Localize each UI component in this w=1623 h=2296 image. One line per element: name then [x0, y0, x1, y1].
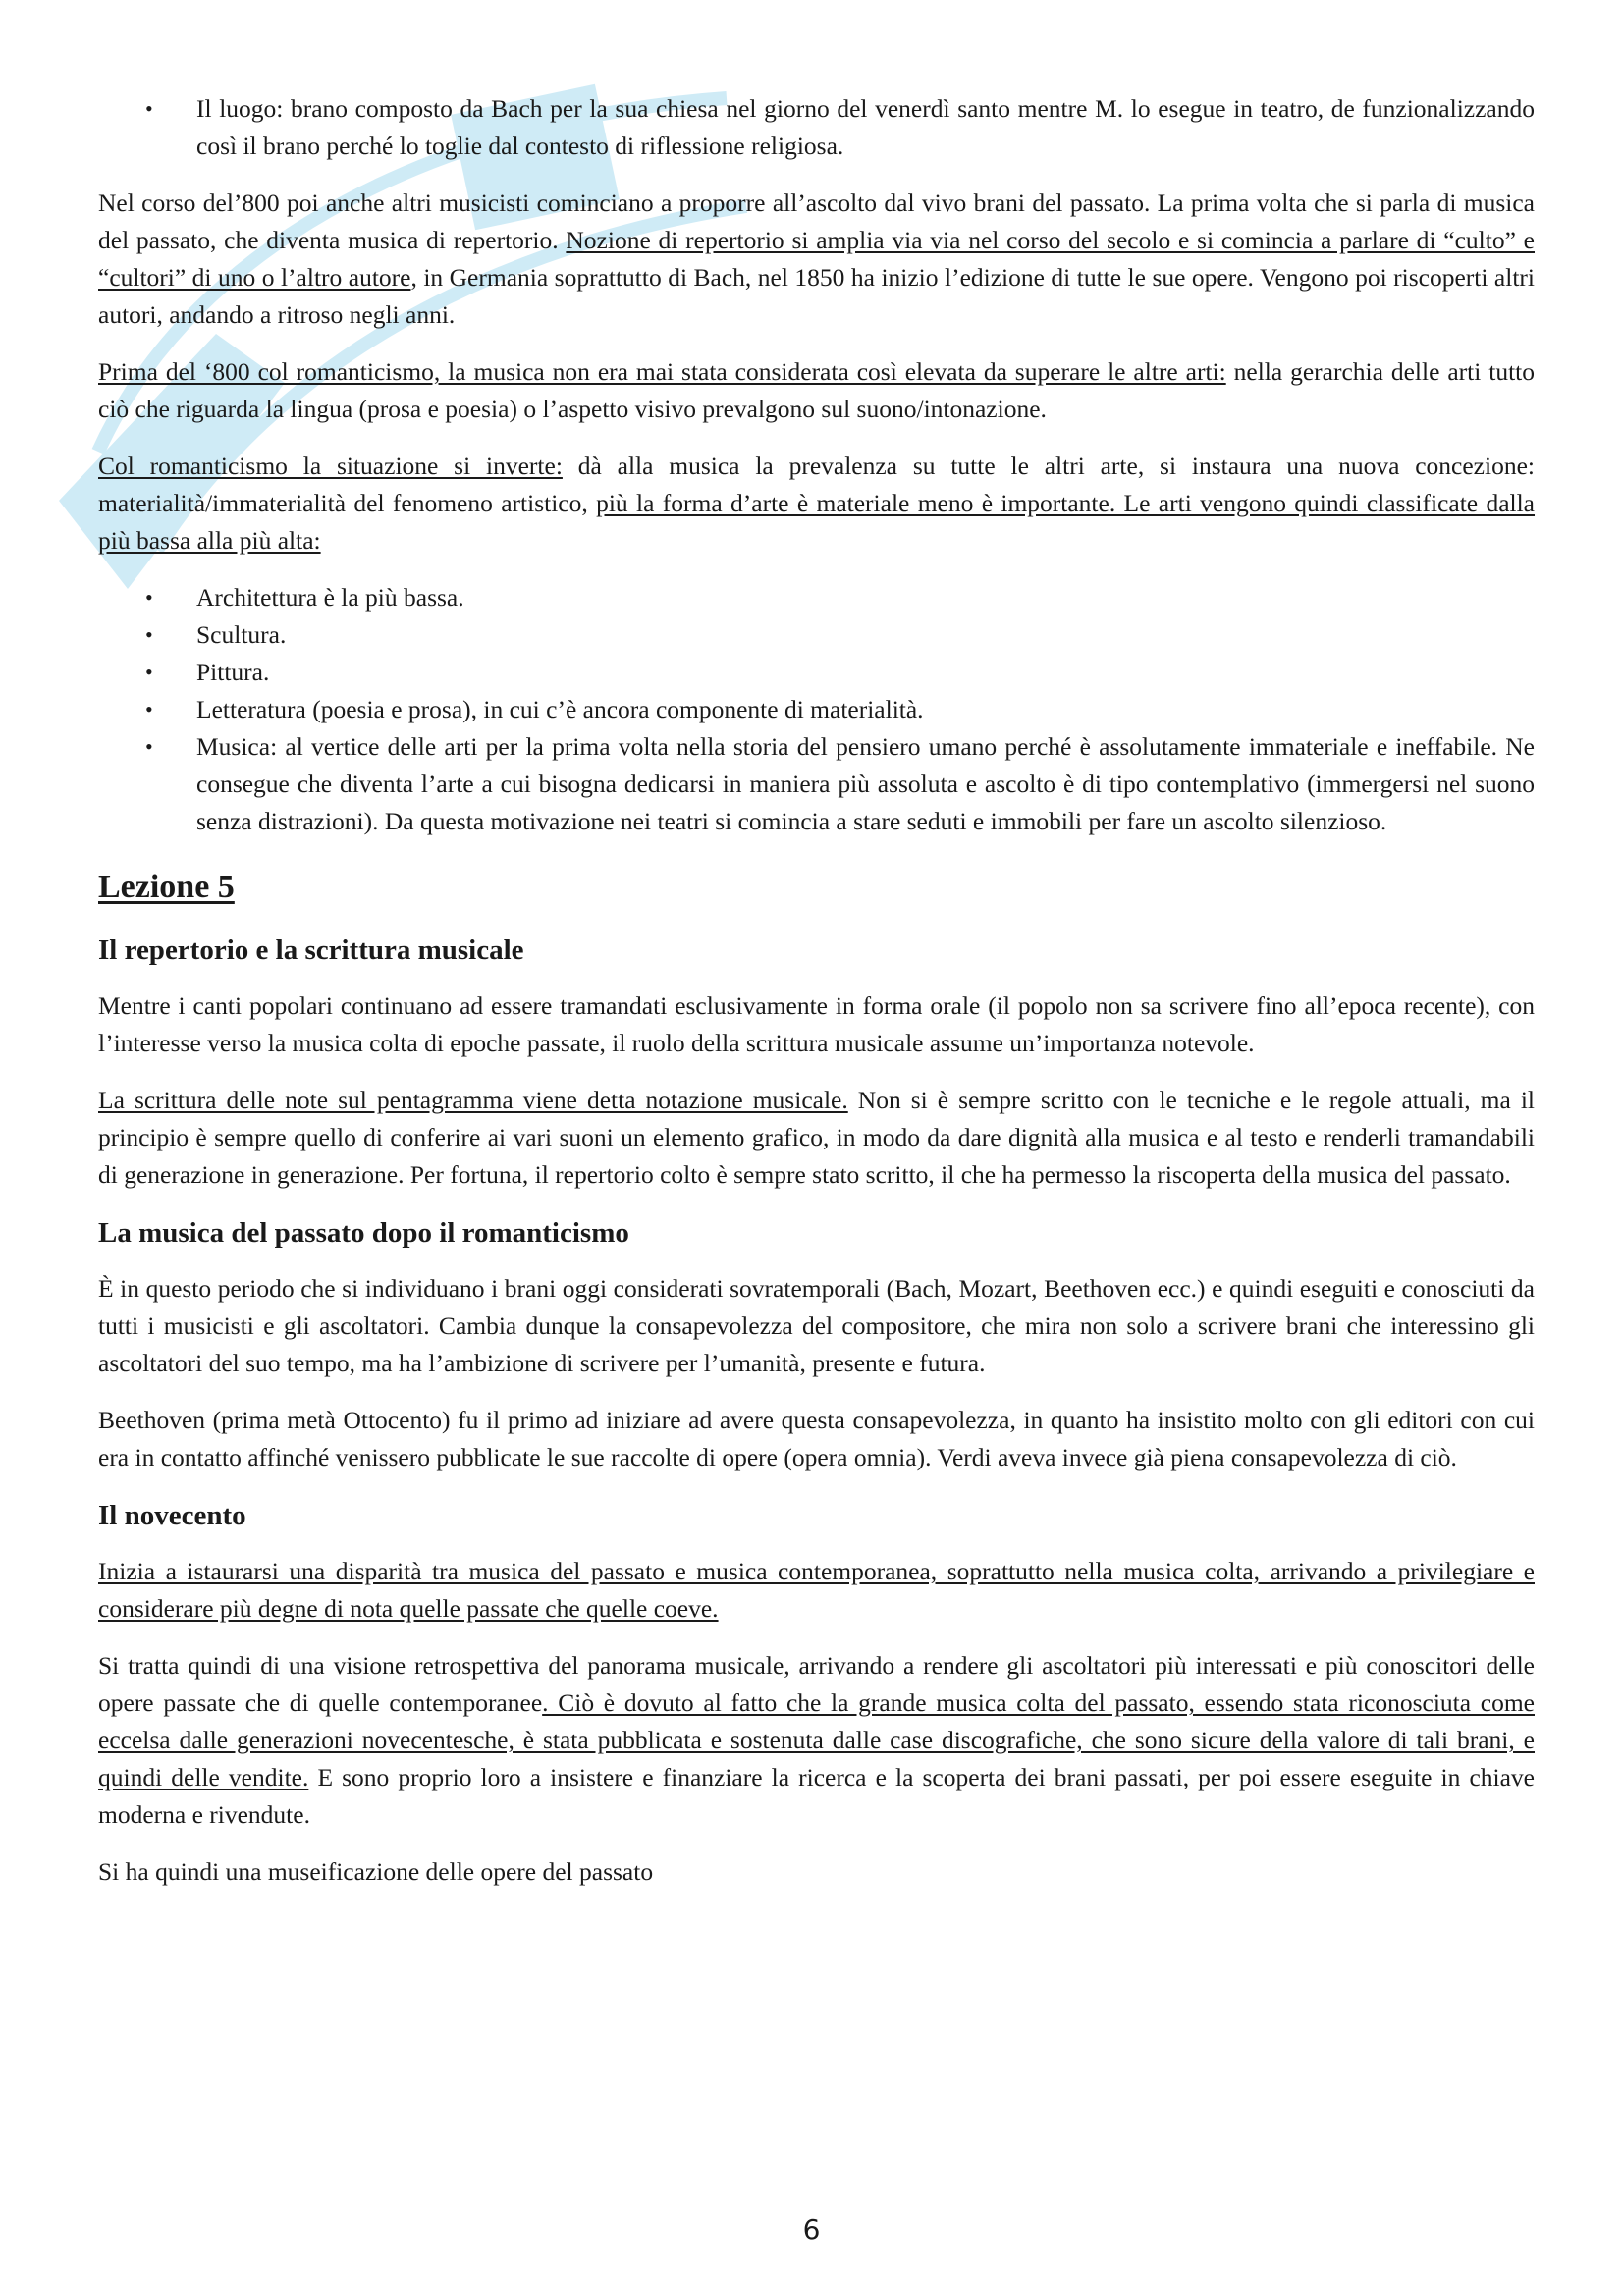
- list-item-text: Architettura è la più bassa.: [196, 583, 464, 612]
- paragraph: [98, 448, 1535, 560]
- underlined-text: Prima del ‘800 col romanticismo, la musica non era mai stata considerata così elevata da superare le altre arti:: [98, 357, 1226, 386]
- page-number: 6: [802, 2214, 821, 2246]
- underlined-text: Nozione di repertorio si amplia via via nel corso del secolo e si comincia a parlare di “culto” e “cultori” di uno o l’altro autore: [98, 226, 1535, 292]
- list-item: [98, 90, 1535, 165]
- paragraph: [98, 1082, 1535, 1194]
- bullet-icon: •: [145, 697, 153, 721]
- underlined-text: La scrittura delle note sul pentagramma viene detta notazione musicale.: [98, 1086, 848, 1114]
- bullet-icon: •: [145, 734, 153, 759]
- list-item-text: Letteratura (poesia e prosa), in cui c’è ancora componente di materialità.: [196, 695, 924, 723]
- document-page: [98, 90, 1535, 1910]
- section-title: Il novecento: [98, 1500, 246, 1531]
- section-title: La musica del passato dopo il romanticismo: [98, 1217, 629, 1249]
- bullet-icon: •: [145, 96, 153, 121]
- list-item-text: Scultura.: [196, 620, 287, 649]
- list-item: [98, 616, 1535, 654]
- list-item: [98, 579, 1535, 616]
- section-title: Il repertorio e la scrittura musicale: [98, 934, 524, 966]
- text-span: Si tratta quindi di una visione retrospettiva del panorama musicale, arrivando a rendere gli ascoltatori più interessati e più conoscitori delle opere passate che di quelle contemporanee: [98, 1651, 1535, 1717]
- paragraph: È in questo periodo che si individuano i brani oggi considerati sovratemporali (Bach, Mozart, Beethoven ecc.) e quindi eseguiti e conosciuti da tutti i musicisti e gli ascoltatori. Cambia dunque la consapevolezza del compositore, che mira non solo a scrivere brani che interessino gli ascoltatori del suo tempo, ma ha l’ambizione di scrivere per l’umanità, presente e futura.: [98, 1274, 1535, 1377]
- list-item-text: Musica: al vertice delle arti per la prima volta nella storia del pensiero umano perché è assolutamente immateriale e ineffabile. Ne consegue che diventa l’arte a cui bisogna dedicarsi in maniera più assoluta e ascolto è di tipo contemplativo (immergersi nel suono senza distrazioni). Da questa motivazione nei teatri si comincia a stare seduti e immobili per fare un ascolto silenzioso.: [196, 732, 1535, 835]
- list-item: [98, 728, 1535, 840]
- text-span: , in Germania soprattutto di Bach, nel 1850 ha inizio l’edizione di tutte le sue opere. Vengono poi riscoperti altri autori, andando a ritroso negli anni.: [98, 263, 1535, 329]
- text-span: nella gerarchia delle arti tutto ciò che riguarda la lingua (prosa e poesia) o l’aspetto visivo prevalgono sul suono/intonazione.: [98, 357, 1535, 423]
- paragraph: [98, 1647, 1535, 1834]
- paragraph: [98, 1553, 1535, 1628]
- arts-list: [98, 579, 1535, 840]
- underlined-text: Inizia a istaurarsi una disparità tra musica del passato e musica contemporanea, soprattutto nella musica colta, arrivando a privilegiare e considerare più degne di nota quelle passate che quelle coeve.: [98, 1557, 1535, 1623]
- paragraph: [98, 353, 1535, 428]
- bullet-icon: •: [145, 622, 153, 647]
- text-span: E sono proprio loro a insistere e finanziare la ricerca e la scoperta dei brani passati, per poi essere eseguite in chiave moderna e rivendute.: [98, 1763, 1536, 1829]
- list-item-text: Pittura.: [196, 658, 270, 686]
- paragraph: [98, 185, 1535, 334]
- bullet-icon: •: [145, 585, 153, 610]
- text-span: Nel corso del’800 poi anche altri musicisti cominciano a proporre all’ascolto dal vivo brani del passato. La prima volta che si parla di musica del passato, che diventa musica di repertorio.: [98, 188, 1535, 254]
- text-span: Non si è sempre scritto con le tecniche e le regole attuali, ma il principio è sempre quello di conferire ai vari suoni un elemento grafico, in modo da dare dignità alla musica e al testo e renderli tramandabili di generazione in generazione. Per fortuna, il repertorio colto è sempre stato scritto, il che ha permesso la riscoperta della musica del passato.: [98, 1086, 1535, 1189]
- underlined-text: Col romanticismo la situazione si inverte:: [98, 452, 563, 480]
- underlined-text: più la forma d’arte è materiale meno è importante. Le arti vengono quindi classificate dalla più bassa alla più alta:: [98, 489, 1536, 555]
- paragraph: Mentre i canti popolari continuano ad essere tramandati esclusivamente in forma orale (il popolo non sa scrivere fino all’epoca recente), con l’interesse verso la musica colta di epoche passate, il ruolo della scrittura musicale assume un’importanza notevole.: [98, 991, 1535, 1057]
- list-item: [98, 691, 1535, 728]
- list-item-text: Il luogo: brano composto da Bach per la sua chiesa nel giorno del venerdì santo mentre M. lo esegue in teatro, de funzionalizzando così il brano perché lo toglie dal contesto di riflessione religiosa.: [196, 94, 1535, 160]
- text-span: dà alla musica la prevalenza su tutte le altri arte, si instaura una nuova concezione: materialità/immaterialità del fenomeno artistico,: [98, 452, 1535, 517]
- underlined-text: . Ciò è dovuto al fatto che la grande musica colta del passato, essendo stata riconosciuta come eccelsa dalle generazioni novecentesche, è stata pubblicata e sostenuta dalle case discografiche, che sono sicure della valore di tali brani, e quindi delle vendite.: [98, 1688, 1535, 1791]
- list-item: [98, 654, 1535, 691]
- bullet-icon: •: [145, 660, 153, 684]
- lesson-title: Lezione 5: [98, 869, 235, 905]
- paragraph: Beethoven (prima metà Ottocento) fu il primo ad iniziare ad avere questa consapevolezza, in quanto ha insistito molto con gli editori con cui era in contatto affinché venissero pubblicate le sue raccolte di opere (opera omnia). Verdi aveva invece già piena consapevolezza di ciò.: [98, 1406, 1535, 1471]
- paragraph: Si ha quindi una museificazione delle opere del passato: [98, 1857, 654, 1886]
- intro-bullet-list: [98, 90, 1535, 165]
